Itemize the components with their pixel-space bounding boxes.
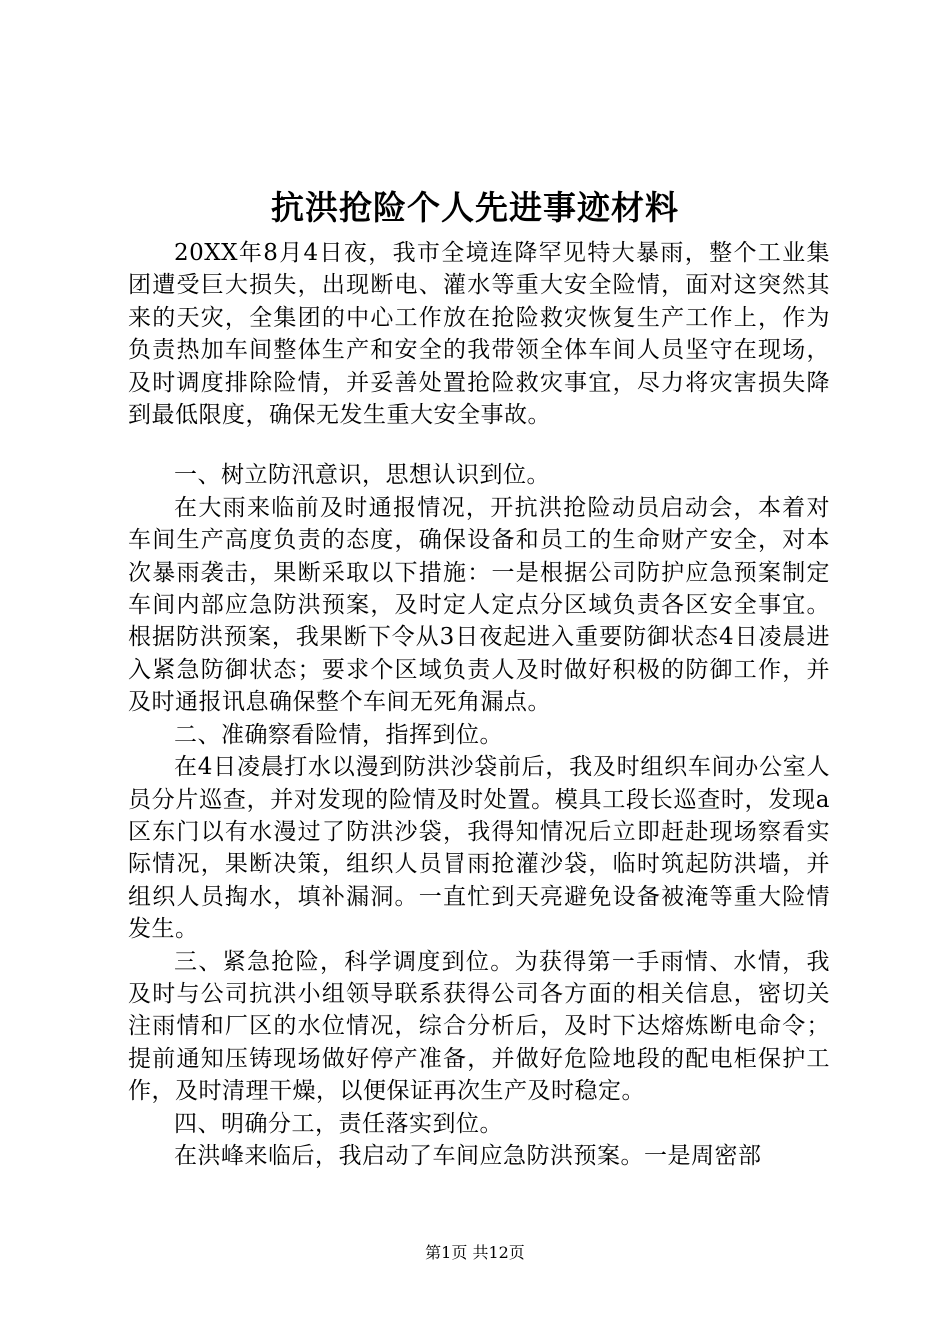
paragraph-gap <box>128 431 830 459</box>
paragraph-intro: 20XX年8月4日夜，我市全境连降罕见特大暴雨，整个工业集团遭受巨大损失，出现断电、灌水等重大安全险情，面对这突然其来的天灾，全集团的中心工作放在抢险救灾恢复生产工作上，作为负责热加车间整体生产和安全的我带领全体车间人员坚守在现场，及时调度排除险情，并妥善处置抢险救灾事宜，尽力将灾害损失降到最低限度，确保无发生重大安全事故。 <box>128 240 830 429</box>
section-heading-1: 一、树立防汛意识，思想认识到位。 <box>174 462 550 489</box>
page-number: 第1页 共12页 <box>425 1243 525 1262</box>
paragraph-section-2: 在4日凌晨打水以漫到防洪沙袋前后，我及时组织车间办公室人员分片巡查，并对发现的险情及时处置。模具工段长巡查时，发现a区东门以有水漫过了防洪沙袋，我得知情况后立即赶赴现场察看实际情况，果断决策，组织人员冒雨抢灌沙袋，临时筑起防洪墙，并组织人员掏水，填补漏洞。一直忙到天亮避免设备被淹等重大险情发生。 <box>128 754 830 943</box>
section-heading-4: 四、明确分工，责任落实到位。 <box>174 1110 503 1137</box>
document-title: 抗洪抢险个人先进事迹材料 <box>271 188 679 227</box>
paragraph-section-3: 三、紧急抢险，科学调度到位。为获得第一手雨情、水情，我及时与公司抗洪小组领导联系获得公司各方面的相关信息，密切关注雨情和厂区的水位情况，综合分析后，及时下达熔炼断电命令；提前通知压铸现场做好停产准备，并做好危险地段的配电柜保护工作，及时清理干燥，以便保证再次生产及时稳定。 <box>128 948 830 1105</box>
paragraph-section-4: 在洪峰来临后，我启动了车间应急防洪预案。一是周密部 <box>174 1142 762 1169</box>
document-body <box>128 237 830 1172</box>
section-heading-2: 二、准确察看险情，指挥到位。 <box>174 721 503 748</box>
paragraph-section-1: 在大雨来临前及时通报情况，开抗洪抢险动员启动会，本着对车间生产高度负责的态度，确保设备和员工的生命财产安全，对本次暴雨袭击，果断采取以下措施：一是根据公司防护应急预案制定车间内部应急防洪预案，及时定人定点分区域负责各区安全事宜。根据防洪预案，我果断下令从3日夜起进入重要防御状态4日凌晨进入紧急防御状态；要求个区域负责人及时做好积极的防御工作，并及时通报讯息确保整个车间无死角漏点。 <box>128 494 830 716</box>
